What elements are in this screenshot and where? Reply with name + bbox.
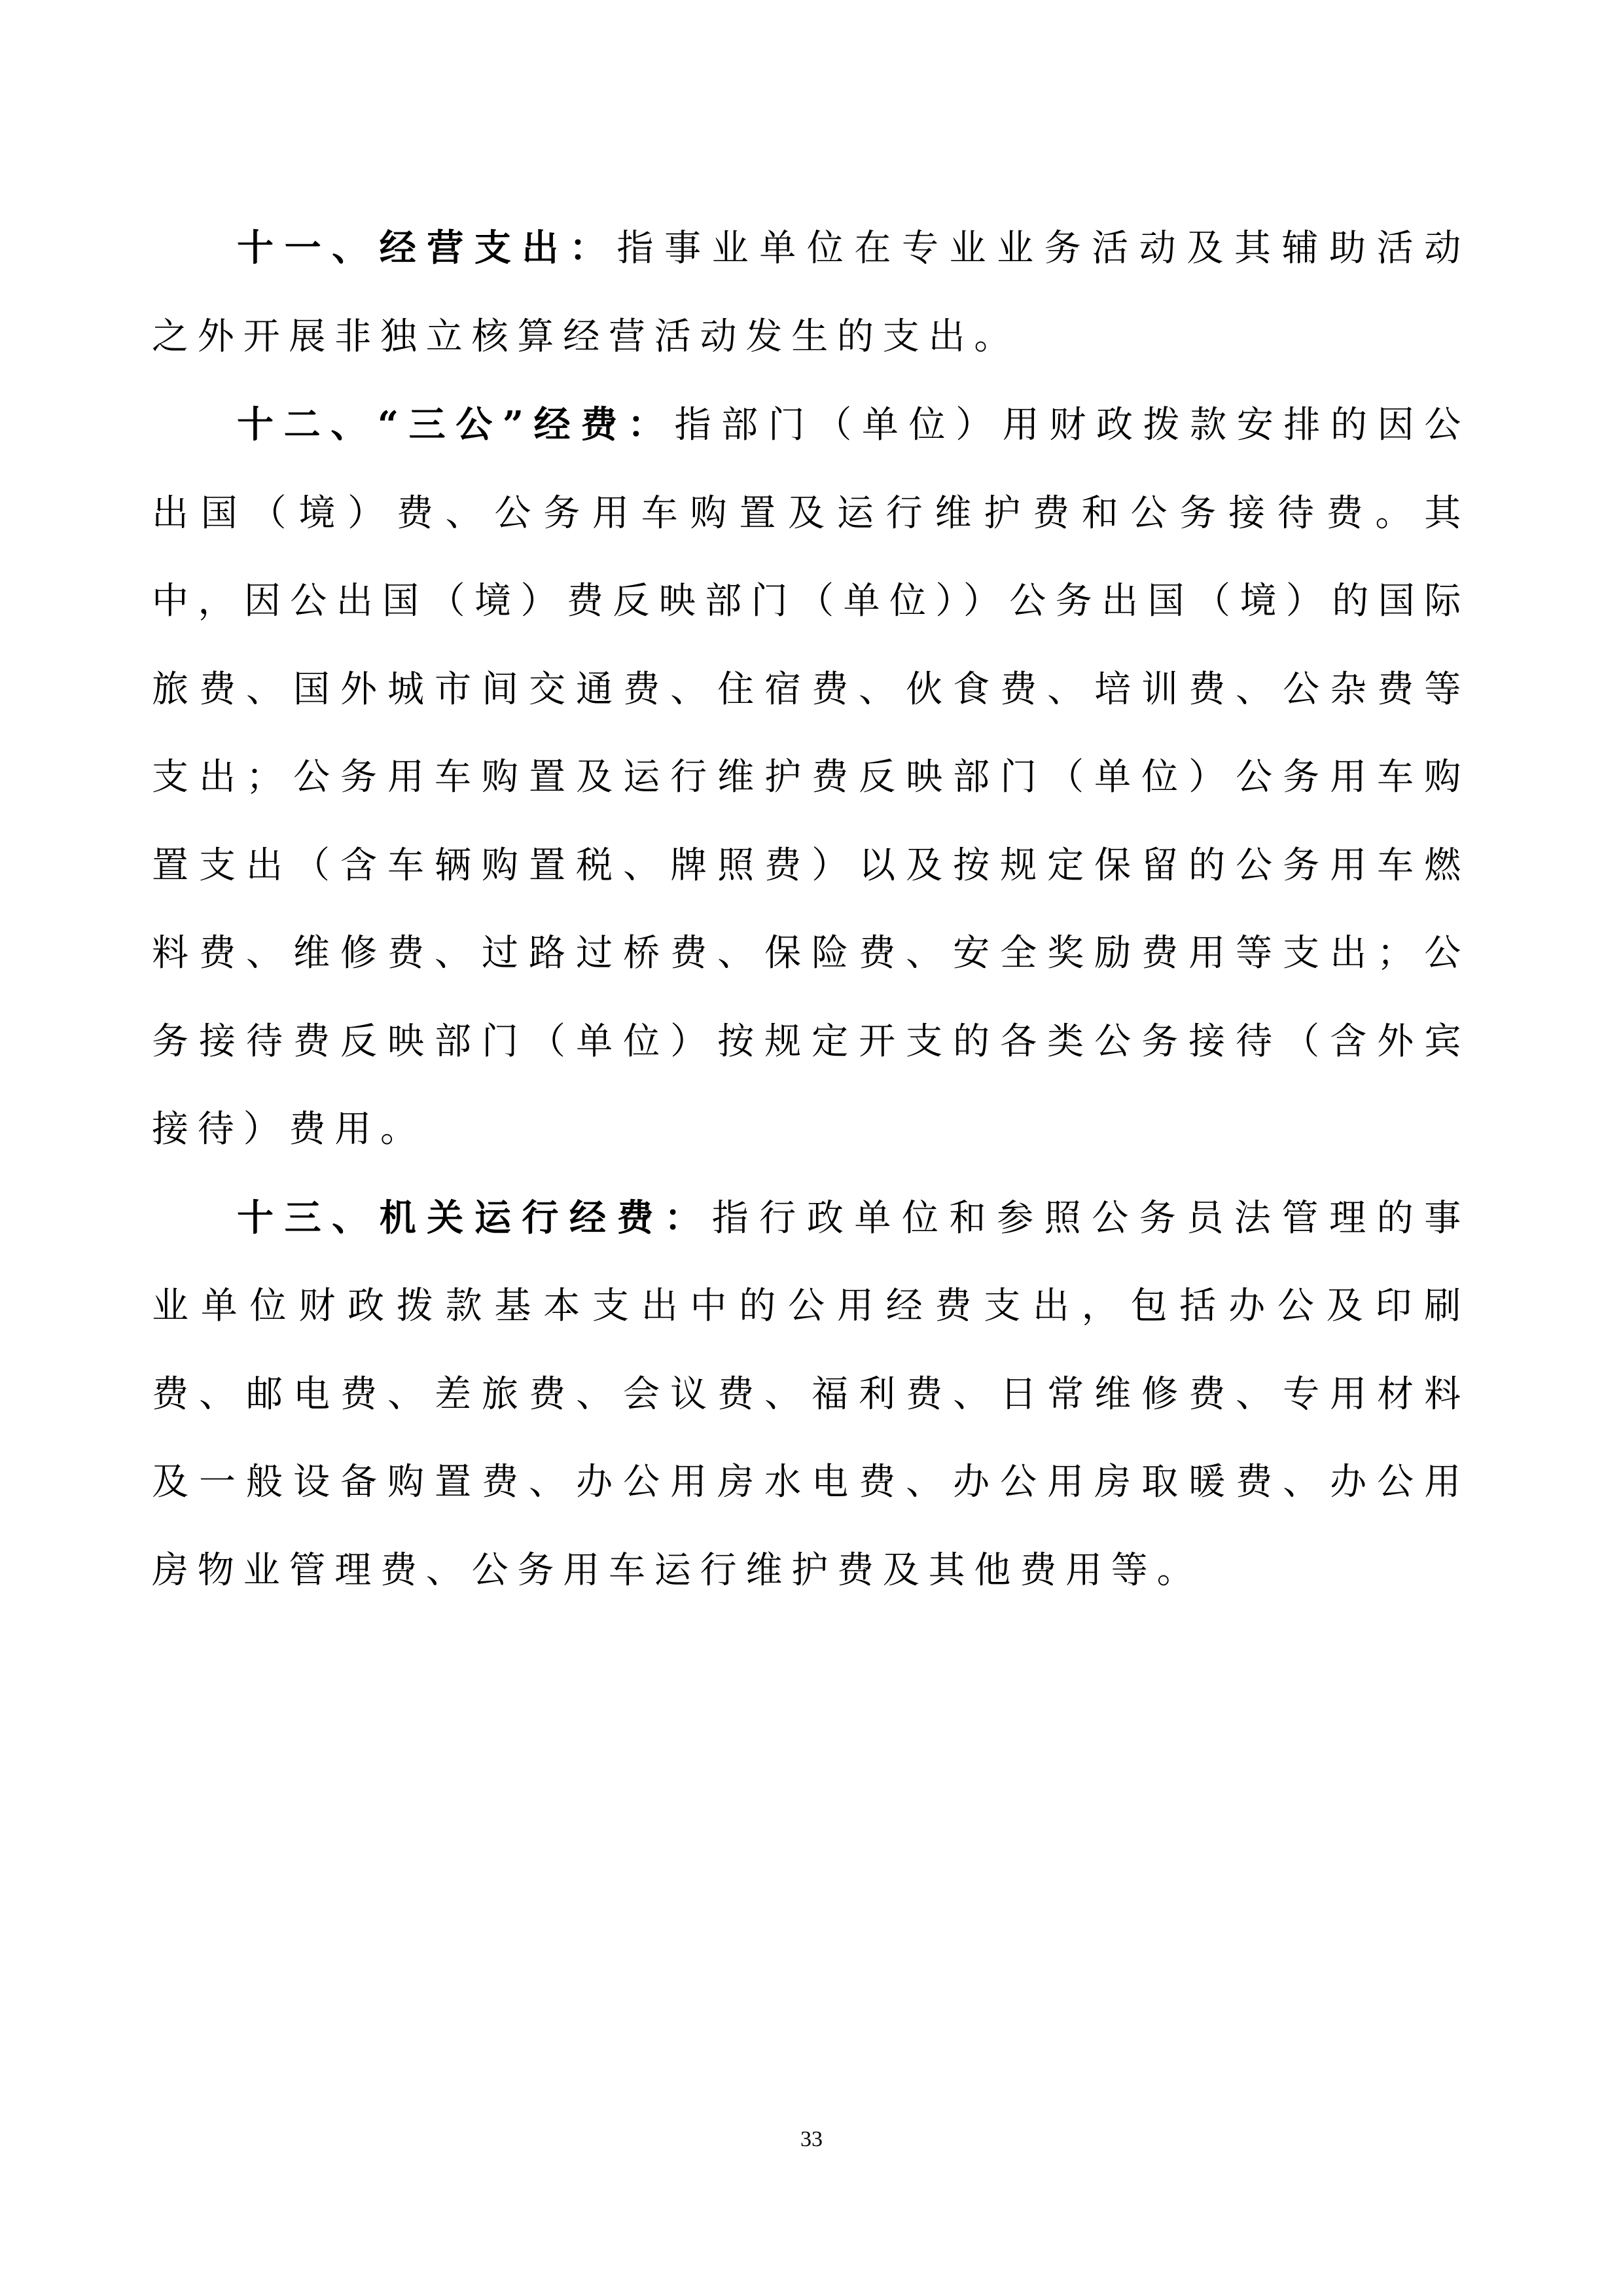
paragraph-agency-operating-funds: [152, 1174, 1470, 1615]
document-body: [152, 204, 1470, 1615]
paragraph-three-public-expenses: [152, 381, 1470, 1174]
definition-three-public-expenses: 指部门（单位）用财政拨款安排的因公出国（境）费、公务用车购置及运行维护费和公务接待费。其中，因公出国（境）费反映部门（单位））公务出国（境）的国际旅费、国外城市间交通费、住宿费、伙食费、培训费、公杂费等支出；公务用车购置及运行维护费反映部门（单位）公务用车购置支出（含车辆购置税、牌照费）以及按规定保留的公务用车燃料费、维修费、过路过桥费、保险费、安全奖励费用等支出；公务接待费反映部门（单位）按规定开支的各类公务接待（含外宾接待）费用。: [152, 404, 1471, 1151]
page-number: 33: [800, 2127, 823, 2151]
definition-operating-expenditure: 指事业单位在专业业务活动及其辅助活动之外开展非独立核算经营活动发生的支出。: [152, 227, 1470, 358]
term-operating-expenditure: 十一、经营支出：: [237, 226, 617, 270]
definition-agency-operating-funds: 指行政单位和参照公务员法管理的事业单位财政拨款基本支出中的公用经费支出，包括办公及印刷费、邮电费、差旅费、会议费、福利费、日常维修费、专用材料及一般设备购置费、办公用房水电费、办公用房取暖费、办公用房物业管理费、公务用车运行维护费及其他费用等。: [152, 1196, 1470, 1592]
paragraph-operating-expenditure: [152, 204, 1470, 381]
term-three-public-expenses: 十二、“三公”经费：: [237, 403, 675, 446]
term-agency-operating-funds: 十三、机关运行经费：: [237, 1196, 712, 1240]
